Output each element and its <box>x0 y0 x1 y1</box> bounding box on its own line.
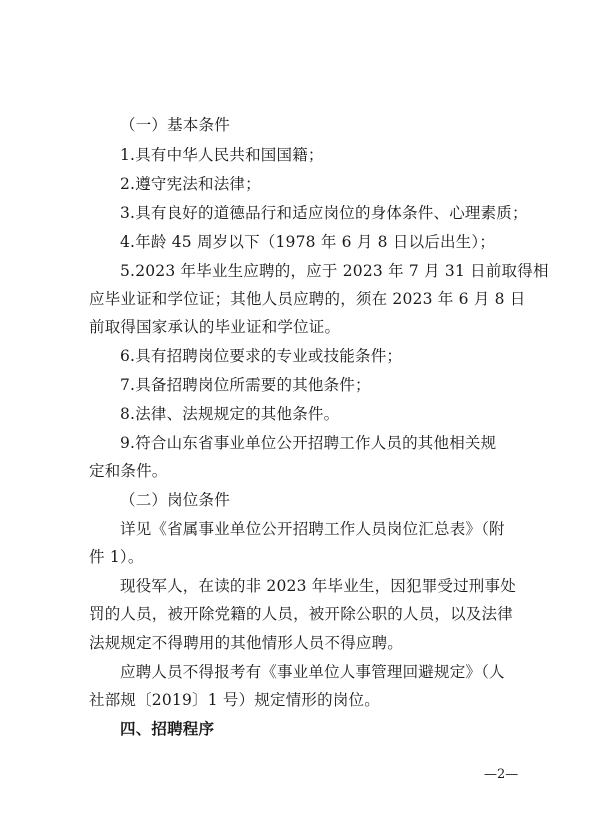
avoidance-line-1: 应聘人员不得报考有《事业单位人事管理回避规定》（人 <box>120 663 505 681</box>
avoidance-line-2: 社部规〔2019〕1 号）规定情形的岗位。 <box>89 691 380 709</box>
condition-4: 4.年龄 45 周岁以下（1978 年 6 月 8 日以后出生）； <box>120 233 496 251</box>
page-number: —2— <box>484 767 519 782</box>
position-details-line-2: 件 1）。 <box>89 548 144 566</box>
condition-9-line-2: 定和条件。 <box>89 462 168 480</box>
exclusion-line-1: 现役军人，在读的非 2023 年毕业生，因犯罪受过刑事处 <box>120 577 516 595</box>
exclusion-line-2: 罚的人员，被开除党籍的人员，被开除公职的人员，以及法律 <box>89 605 513 623</box>
condition-5-line-1: 5.2023 年毕业生应聘的，应于 2023 年 7 月 31 日前取得相 <box>120 262 549 280</box>
position-details-line-1: 详见《省属事业单位公开招聘工作人员岗位汇总表》（附 <box>120 520 505 538</box>
condition-6: 6.具有招聘岗位要求的专业或技能条件； <box>120 347 403 365</box>
condition-3: 3.具有良好的道德品行和适应岗位的身体条件、心理素质； <box>120 204 528 222</box>
subheading-position-conditions: （二）岗位条件 <box>120 491 230 509</box>
condition-2: 2.遵守宪法和法律； <box>120 175 261 193</box>
condition-5-line-2: 应毕业证和学位证；其他人员应聘的，须在 2023 年 6 月 8 日 <box>89 290 526 308</box>
condition-8: 8.法律、法规规定的其他条件。 <box>120 405 340 423</box>
subheading-basic-conditions: （一）基本条件 <box>120 116 230 134</box>
exclusion-line-3: 法规规定不得聘用的其他情形人员不得应聘。 <box>89 634 404 652</box>
condition-1: 1.具有中华人民共和国国籍； <box>120 146 324 164</box>
condition-7: 7.具备招聘岗位所需要的其他条件； <box>120 376 371 394</box>
section-heading-recruitment-procedure: 四、招聘程序 <box>120 720 215 738</box>
condition-9-line-1: 9.符合山东省事业单位公开招聘工作人员的其他相关规 <box>120 434 497 452</box>
condition-5-line-3: 前取得国家承认的毕业证和学位证。 <box>89 318 341 336</box>
